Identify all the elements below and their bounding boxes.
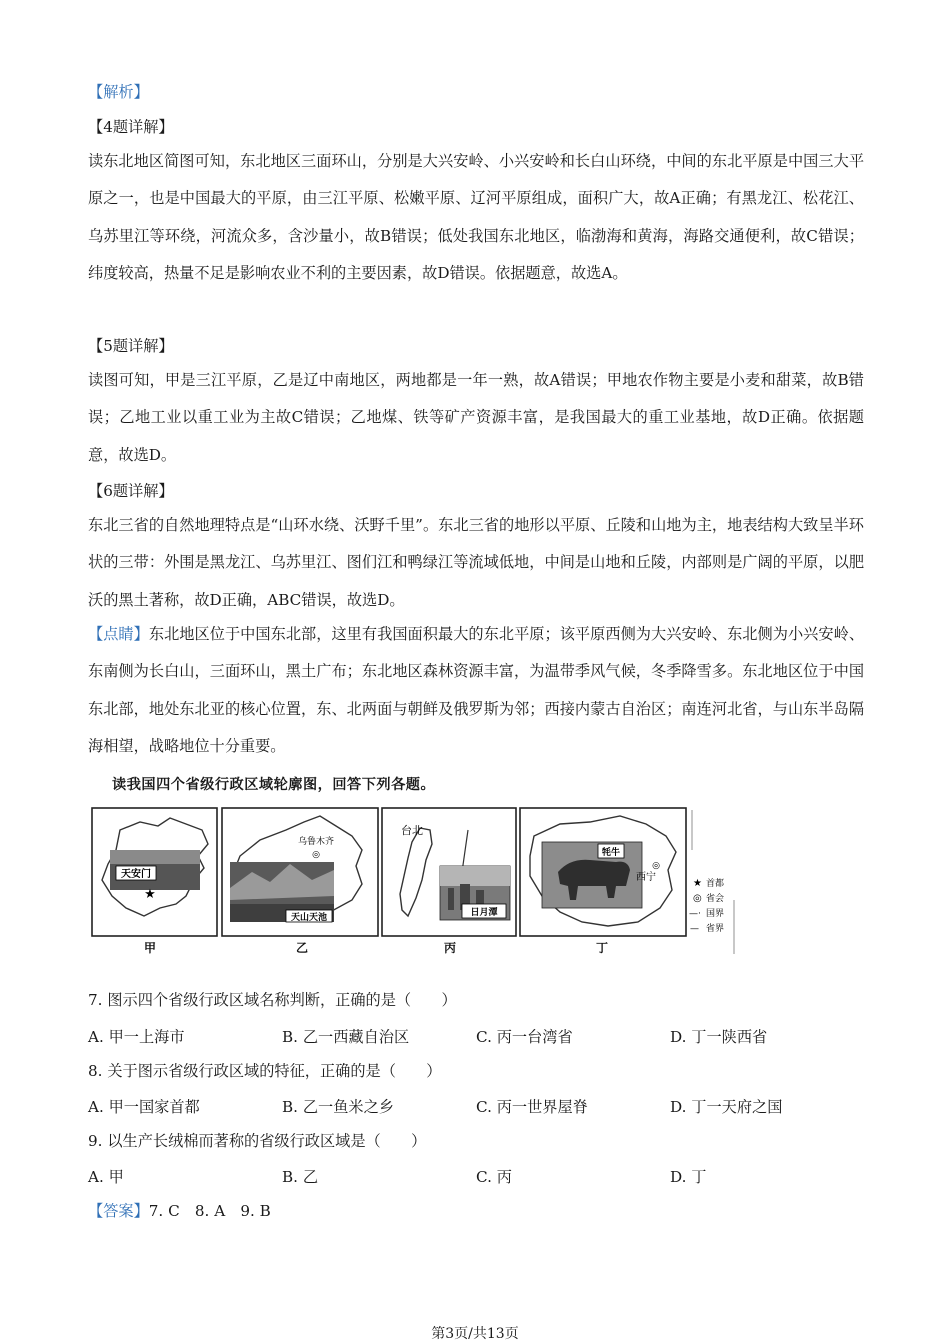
photo-label-yak: 牦牛 [601, 848, 621, 858]
q7-option-b: B. 乙一西藏自治区 [282, 1028, 410, 1046]
panel-jia [92, 808, 217, 955]
photo-label-tiananmen: 天安门 [121, 869, 151, 880]
answer-text: 7. C 8. A 9. B [148, 1202, 271, 1220]
q7-option-d: D. 丁一陕西省 [670, 1028, 768, 1046]
panel-label-yi: 乙 [295, 941, 309, 955]
q8-option-d: D. 丁一天府之国 [670, 1098, 783, 1116]
legend-symbol-national-border: —· [689, 909, 701, 919]
q7-option-a: A. 甲一上海市 [88, 1028, 185, 1046]
q7-option-c: C. 丙一台湾省 [476, 1028, 573, 1046]
tip-tag: 【点睛】 [88, 625, 149, 643]
capital-star-icon: ★ [144, 887, 156, 902]
panel-label-bing: 丙 [443, 941, 457, 955]
panel-yi [222, 808, 378, 955]
panel-label-ding: 丁 [595, 941, 609, 955]
q8-option-a: A. 甲一国家首都 [88, 1098, 200, 1116]
q5-explanation [88, 362, 864, 474]
panel-bing [382, 808, 516, 955]
map-legend [689, 810, 734, 954]
panel-ding [520, 808, 686, 955]
q8-option-b: B. 乙一鱼米之乡 [282, 1098, 394, 1116]
q4-text: 读东北地区简图可知，东北地区三面环山，分别是大兴安岭、小兴安岭和长白山环绕，中间的东北平原是中国三大平原之一，也是中国最大的平原，由三江平原、松嫩平原、辽河平原组成，面积广大，故A正确；有黑龙江、松花江、乌苏里江等环绕，河流众多，含沙量小，故B错误；低处我国东北地区，临渤海和黄海，海路交通便利，故C错误；纬度较高，热量不足是影响农业不利的主要因素，故D错误。依据题意，故选A。 [88, 152, 864, 283]
q9-option-b: B. 乙 [282, 1168, 319, 1186]
legend-symbol-provincial-border: — [690, 924, 699, 934]
q5-header: 【5题详解】 [88, 337, 174, 355]
q5-text: 读图可知，甲是三江平原，乙是辽中南地区，两地都是一年一熟，故A错误；甲地农作物主要是小麦和甜菜，故B错误；乙地工业以重工业为主故C错误；乙地煤、铁等矿产资源丰富，是我国最大的重工业基地，故D正确。依据题意，故选D。 [88, 371, 864, 464]
q9-option-a: A. 甲 [88, 1168, 124, 1186]
legend-text-provincial-capital: 省会 [706, 894, 725, 904]
page-number: 第3页/共13页 [431, 1326, 519, 1342]
answer-tag: 【答案】 [88, 1202, 149, 1220]
provincial-capital-icon: ◎ [652, 861, 660, 871]
legend-text-capital: 首都 [706, 879, 725, 889]
q4-explanation [88, 143, 864, 293]
city-label-xining: 西宁 [636, 872, 656, 883]
provincial-capital-icon: ◎ [312, 850, 320, 860]
city-label-taipei: 台北 [401, 824, 423, 837]
panel-label-jia: 甲 [143, 941, 157, 955]
q9-option-c: C. 丙 [476, 1168, 512, 1186]
q9-option-d: D. 丁 [670, 1168, 707, 1186]
photo-label-sun-moon-lake: 日月潭 [470, 908, 498, 918]
q4-header: 【4题详解】 [88, 118, 174, 136]
photo-label-tianshan-tianchi: 天山天池 [290, 913, 328, 923]
legend-text-national-border: 国界 [706, 909, 725, 919]
q8-option-c: C. 丙一世界屋脊 [476, 1098, 588, 1116]
q6-text: 东北三省的自然地理特点是“山环水绕、沃野千里”。东北三省的地形以平原、丘陵和山地为主，地表结构大致呈半环状的三带：外围是黑龙江、乌苏里江、图们江和鸭绿江等流域低地，中间是山地和丘陵，内部则是广阔的平原，以肥沃的黑土著称，故D正确，ABC错误，故选D。 [88, 516, 864, 609]
tip-block [88, 616, 864, 766]
q6-explanation [88, 507, 864, 619]
legend-symbol-capital: ★ [693, 878, 702, 889]
province-outline-figure [90, 800, 736, 956]
answer-line [88, 1201, 271, 1221]
legend-symbol-provincial-capital: ◎ [693, 893, 702, 904]
figure-intro: 读我国四个省级行政区域轮廓图，回答下列各题。 [112, 777, 436, 793]
question-7-stem: 7. 图示四个省级行政区域名称判断，正确的是（ ） [88, 991, 457, 1009]
analysis-tag: 【解析】 [88, 83, 149, 101]
city-label-urumqi: 乌鲁木齐 [297, 837, 335, 847]
question-9-stem: 9. 以生产长绒棉而著称的省级行政区域是（ ） [88, 1132, 427, 1150]
question-8-stem: 8. 关于图示省级行政区域的特征，正确的是（ ） [88, 1062, 442, 1080]
q6-header: 【6题详解】 [88, 482, 174, 500]
legend-text-provincial-border: 省界 [706, 924, 725, 934]
tip-text: 东北地区位于中国东北部，这里有我国面积最大的东北平原；该平原西侧为大兴安岭、东北侧为小兴安岭、东南侧为长白山，三面环山，黑土广布；东北地区森林资源丰富，为温带季风气候，冬季降雪多。东北地区位于中国东北部，地处东北亚的核心位置，东、北两面与朝鲜及俄罗斯为邻；西接内蒙古自治区；南连河北省，与山东半岛隔海相望，战略地位十分重要。 [88, 625, 865, 756]
